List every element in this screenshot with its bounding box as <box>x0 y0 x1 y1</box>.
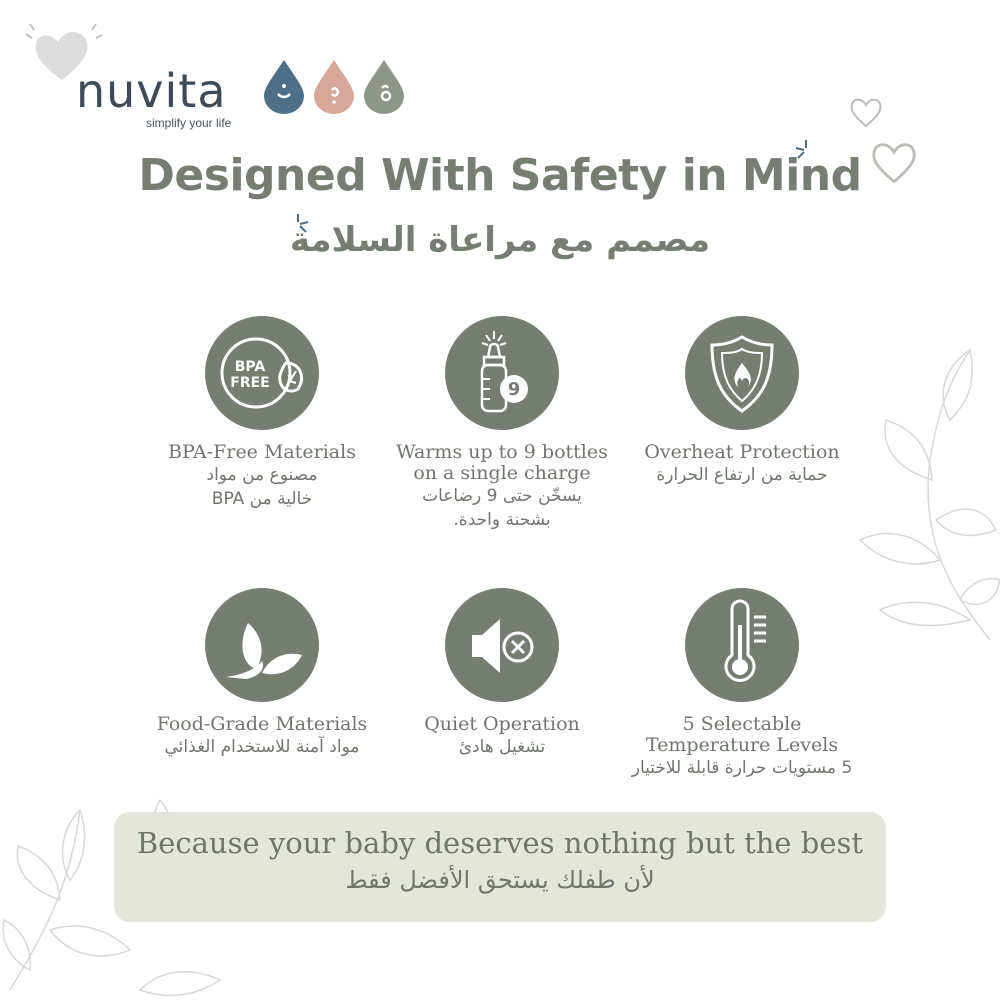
bpa-badge-line2: FREE <box>230 375 270 391</box>
banner-text-arabic: لأن طفلك يستحق الأفضل فقط <box>345 866 655 894</box>
feature-title: Warms up to 9 bottles <box>396 441 608 463</box>
tagline-banner <box>114 812 886 922</box>
feature-title: Food-Grade Materials <box>156 713 368 735</box>
banner-text: Because your baby deserves nothing but the best <box>136 826 864 860</box>
feature-bottle-charge <box>382 316 622 532</box>
feature-title: BPA-Free Materials <box>168 441 356 463</box>
page-title-arabic: مصمم مع مراعاة السلامة <box>289 220 711 260</box>
baby-bottle-icon <box>445 316 559 430</box>
feature-title-arabic: 5 مستويات حرارة قابلة للاختيار <box>631 758 853 778</box>
speaker-mute-icon <box>445 588 559 702</box>
feature-title-arabic: مواد آمنة للاستخدام الغذائي <box>164 737 360 757</box>
bpa-free-icon <box>205 316 319 430</box>
bpa-badge-line1: BPA <box>234 359 266 375</box>
heart-outline-icon <box>846 92 886 132</box>
feature-bpa-free <box>142 316 382 511</box>
leaf-icon <box>205 588 319 702</box>
feature-title: Overheat Protection <box>644 441 840 463</box>
thermometer-icon <box>685 588 799 702</box>
feature-overheat-protection <box>622 316 862 487</box>
feature-temperature-levels <box>622 588 862 780</box>
shield-fire-icon <box>685 316 799 430</box>
feature-title-arabic: يسخّن حتى 9 رضاعات <box>422 486 582 506</box>
brand-logo-text: nuvita <box>76 64 227 118</box>
feature-quiet-operation <box>382 588 622 759</box>
feature-title-arabic: بشحنة واحدة. <box>453 510 551 530</box>
feature-title-arabic: خالية من BPA <box>211 489 313 509</box>
feature-title: on a single charge <box>413 462 591 484</box>
brand-tagline: simplify your life <box>146 116 232 130</box>
feature-title-arabic: تشغيل هادئ <box>458 737 546 757</box>
brand-drops-icon <box>262 58 412 114</box>
feature-title: Quiet Operation <box>424 713 580 735</box>
feature-food-grade <box>142 588 382 759</box>
feature-title: 5 Selectable <box>682 713 802 735</box>
feature-title-arabic: مصنوع من مواد <box>206 465 318 485</box>
page-title: Designed With Safety in Mind <box>138 150 862 201</box>
bottle-count-badge: 9 <box>507 379 521 400</box>
feature-title-arabic: حماية من ارتفاع الحرارة <box>656 465 828 485</box>
feature-title: Temperature Levels <box>645 734 839 756</box>
